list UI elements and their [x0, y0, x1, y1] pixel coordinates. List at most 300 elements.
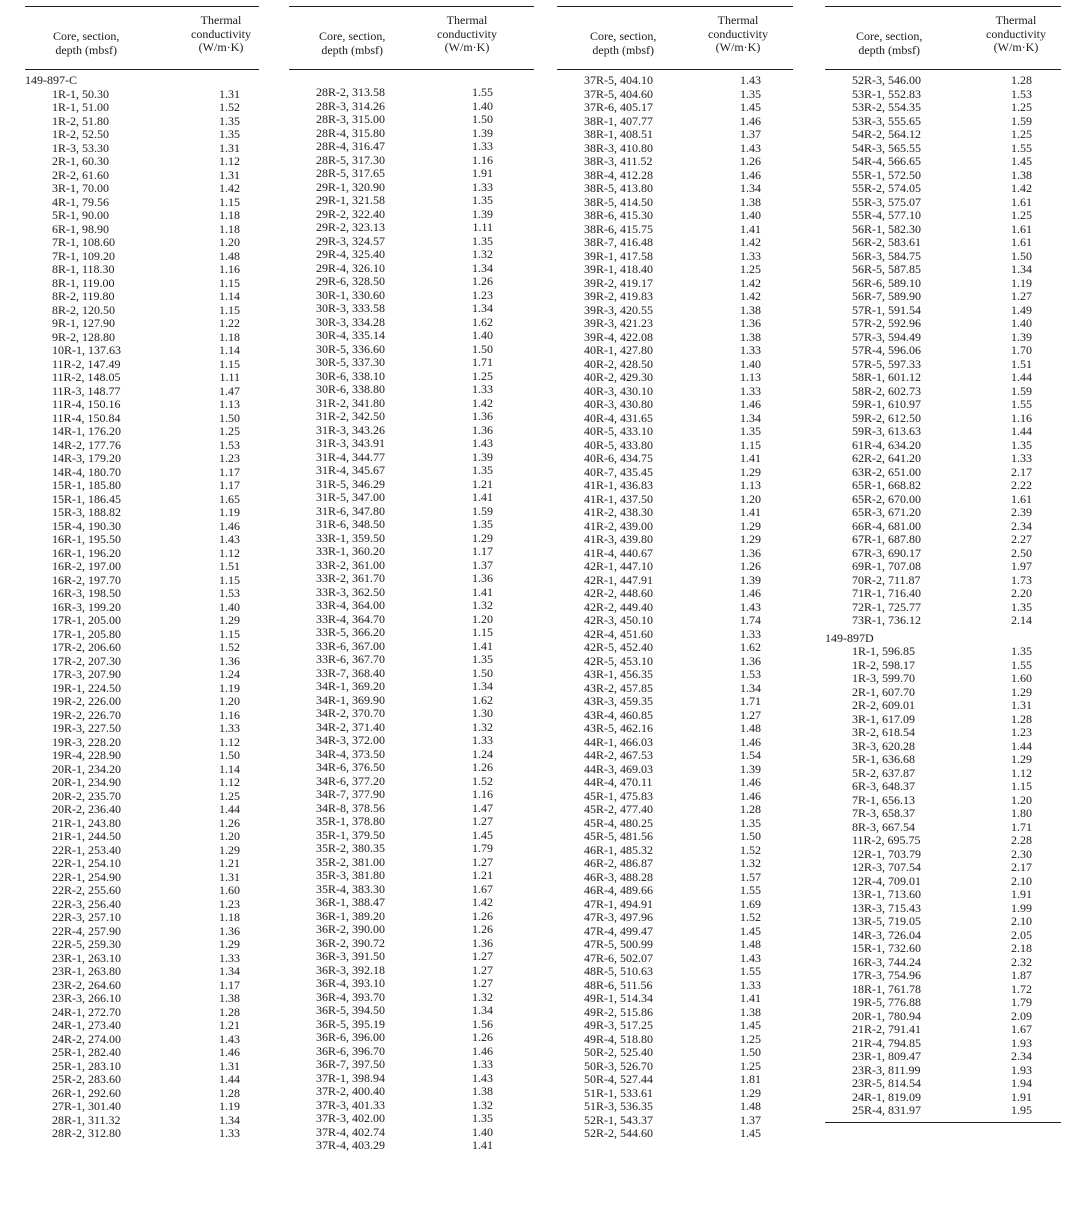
- thermal-conductivity-value: 1.26: [472, 922, 493, 936]
- core-section-depth: 38R-3, 411.52: [584, 154, 653, 168]
- core-section-depth: 39R-3, 420.55: [584, 302, 653, 317]
- core-section-depth: 67R-1, 687.80: [852, 532, 921, 546]
- table-row: [557, 358, 793, 372]
- core-section-depth: 14R-3, 179.20: [52, 451, 121, 465]
- thermal-conductivity-value: 1.15: [219, 572, 240, 587]
- thermal-conductivity-value: 1.37: [740, 1112, 761, 1127]
- thermal-conductivity-value: 1.33: [219, 1126, 240, 1140]
- thermal-conductivity-value: 1.39: [1011, 329, 1032, 344]
- table-row: [289, 950, 534, 964]
- table-row: [25, 304, 259, 318]
- thermal-conductivity-value: 2.34: [1011, 518, 1032, 533]
- core-section-depth: 46R-4, 489.66: [584, 883, 653, 897]
- core-section-depth: 45R-2, 477.40: [584, 802, 653, 816]
- thermal-conductivity-value: 2.14: [1011, 613, 1032, 627]
- core-section-depth: 57R-3, 594.49: [852, 329, 921, 344]
- thermal-conductivity-value: 1.36: [219, 923, 240, 938]
- thermal-conductivity-value: 1.15: [740, 437, 761, 452]
- table-row: [557, 965, 793, 979]
- thermal-conductivity-value: 1.35: [472, 652, 493, 666]
- table-row: [557, 196, 793, 210]
- thermal-conductivity-value: 1.40: [472, 1124, 493, 1139]
- thermal-conductivity-value: 1.94: [1011, 1076, 1032, 1090]
- core-section-depth: 43R-5, 462.16: [584, 721, 653, 735]
- core-section-depth: 25R-1, 283.10: [52, 1058, 121, 1073]
- table-row: [289, 113, 534, 127]
- table-row: [289, 316, 534, 330]
- table-row: [289, 937, 534, 951]
- table-row: [25, 938, 259, 952]
- thermal-conductivity-value: 1.29: [219, 842, 240, 857]
- header-thermal-conductivity: [437, 14, 497, 55]
- thermal-conductivity-value: 1.50: [472, 665, 493, 680]
- thermal-conductivity-value: 1.34: [219, 1112, 240, 1127]
- thermal-conductivity-value: 1.42: [472, 895, 493, 909]
- core-section-depth: 22R-1, 254.10: [52, 856, 121, 870]
- core-section-depth: 46R-1, 485.32: [584, 842, 653, 857]
- thermal-conductivity-value: 1.11: [219, 370, 240, 384]
- thermal-conductivity-value: 1.28: [219, 1004, 240, 1019]
- core-section-depth: 48R-6, 511.56: [584, 977, 653, 992]
- thermal-conductivity-value: 1.41: [472, 584, 493, 599]
- core-section-depth: 2R-1, 607.70: [852, 684, 915, 699]
- core-section-depth: 40R-5, 433.80: [584, 437, 653, 452]
- thermal-conductivity-value: 1.69: [740, 896, 761, 911]
- table-row: [825, 412, 1061, 426]
- thermal-conductivity-value: 1.67: [1011, 1022, 1032, 1036]
- header-line: conductivity: [437, 26, 497, 41]
- core-section-depth: 14R-2, 177.76: [52, 437, 121, 452]
- core-section-depth: 31R-2, 341.80: [316, 395, 385, 410]
- core-section-depth: 56R-5, 587.85: [852, 262, 921, 276]
- core-section-depth: 22R-3, 256.40: [52, 896, 121, 911]
- table-row: [825, 304, 1061, 318]
- table-row: [289, 208, 534, 222]
- core-section-depth: 40R-7, 435.45: [584, 464, 653, 479]
- table-row: [825, 767, 1061, 781]
- column-header: [25, 6, 259, 70]
- thermal-conductivity-value: 1.32: [472, 989, 493, 1004]
- thermal-conductivity-value: 1.18: [219, 329, 240, 344]
- table-row: [825, 182, 1061, 196]
- thermal-conductivity-value: 1.41: [740, 991, 761, 1005]
- thermal-conductivity-value: 1.33: [472, 1057, 493, 1071]
- core-section-depth: 7R-3, 658.37: [852, 806, 915, 820]
- core-section-depth: 37R-5, 404.60: [584, 86, 653, 101]
- thermal-conductivity-value: 1.46: [740, 397, 761, 411]
- core-section-depth: 34R-4, 373.50: [316, 746, 385, 761]
- core-section-depth: 8R-1, 118.30: [52, 262, 115, 276]
- core-section-depth: 16R-2, 197.00: [52, 559, 121, 573]
- table-row: [825, 659, 1061, 673]
- thermal-conductivity-value: 1.39: [472, 449, 493, 464]
- thermal-conductivity-value: 1.34: [740, 181, 761, 195]
- table-row: [289, 329, 534, 343]
- core-section-depth: 24R-1, 272.70: [52, 1004, 121, 1019]
- thermal-conductivity-value: 1.59: [1011, 113, 1032, 128]
- core-section-depth: 42R-4, 451.60: [584, 626, 653, 641]
- table-row: [825, 1010, 1061, 1024]
- thermal-conductivity-value: 1.12: [219, 734, 240, 749]
- core-section-depth: 29R-6, 328.50: [316, 274, 385, 288]
- core-section-depth: 20R-1, 234.20: [52, 761, 121, 776]
- table-row: [557, 884, 793, 898]
- thermal-conductivity-value: 1.41: [740, 221, 761, 236]
- table-row: [25, 290, 259, 304]
- table-row: [557, 655, 793, 669]
- thermal-conductivity-value: 1.87: [1011, 968, 1032, 982]
- core-section-depth: 16R-1, 196.20: [52, 545, 121, 560]
- core-section-depth: 49R-2, 515.86: [584, 1004, 653, 1019]
- thermal-conductivity-value: 1.33: [740, 248, 761, 263]
- thermal-conductivity-value: 1.33: [1011, 451, 1032, 465]
- core-section-depth: 44R-4, 470.11: [584, 775, 653, 789]
- core-section-depth: 22R-3, 257.10: [52, 910, 121, 924]
- thermal-conductivity-value: 1.27: [472, 962, 493, 977]
- thermal-conductivity-value: 1.40: [472, 328, 493, 342]
- table-row: [825, 520, 1061, 534]
- thermal-conductivity-value: 1.31: [219, 869, 240, 884]
- table-row: [289, 370, 534, 384]
- core-section-depth: 55R-1, 572.50: [852, 167, 921, 182]
- table-row: [557, 844, 793, 858]
- table-row: [557, 1019, 793, 1033]
- table-row: [289, 707, 534, 721]
- header-line: Thermal: [717, 13, 759, 27]
- core-section-depth: 56R-7, 589.90: [852, 289, 921, 303]
- core-section-depth: 42R-3, 450.10: [584, 613, 653, 627]
- header-line: depth (mbsf): [321, 42, 383, 57]
- thermal-conductivity-value: 1.15: [219, 302, 240, 317]
- thermal-conductivity-value: 1.52: [219, 640, 240, 654]
- table-row: [289, 640, 534, 654]
- table-row: [557, 317, 793, 331]
- thermal-conductivity-value: 1.65: [219, 491, 240, 506]
- core-section-depth: 37R-6, 405.17: [584, 100, 653, 114]
- table-row: [25, 155, 259, 169]
- table-row: [25, 493, 259, 507]
- core-section-depth: 45R-5, 481.56: [584, 829, 653, 843]
- table-row: [289, 397, 534, 411]
- core-section-depth: 1R-2, 598.17: [852, 657, 915, 672]
- core-section-depth: 15R-1, 186.45: [52, 491, 121, 506]
- core-section-depth: 36R-5, 394.50: [316, 1003, 385, 1017]
- core-section-depth: 19R-5, 776.88: [852, 995, 921, 1009]
- table-row: [825, 861, 1061, 875]
- table-row: [289, 235, 534, 249]
- header-line: Thermal: [446, 13, 488, 27]
- header-line: (W/m·K): [444, 40, 490, 54]
- thermal-conductivity-value: 1.45: [1011, 154, 1032, 168]
- table-row: [557, 614, 793, 628]
- core-section-depth: 23R-1, 809.47: [852, 1049, 921, 1063]
- thermal-conductivity-value: 1.20: [219, 694, 240, 708]
- core-section-depth: 11R-3, 148.77: [52, 383, 121, 398]
- core-section-depth: 40R-1, 427.80: [584, 343, 653, 357]
- thermal-conductivity-value: 1.15: [219, 626, 240, 641]
- core-section-depth: 20R-2, 235.70: [52, 788, 121, 803]
- core-section-depth: 20R-2, 236.40: [52, 802, 121, 816]
- table-row: [25, 560, 259, 574]
- core-section-depth: 38R-5, 413.80: [584, 181, 653, 195]
- table-row: [557, 601, 793, 615]
- thermal-conductivity-value: 1.97: [1011, 559, 1032, 573]
- core-section-depth: 36R-5, 395.19: [316, 1016, 385, 1031]
- table-row: [557, 722, 793, 736]
- table-row: [557, 587, 793, 601]
- table-row: [825, 1064, 1061, 1078]
- table-row: [289, 694, 534, 708]
- thermal-conductivity-value: 1.32: [472, 247, 493, 261]
- table-row: [557, 88, 793, 102]
- thermal-conductivity-value: 2.05: [1011, 927, 1032, 942]
- thermal-conductivity-value: 1.47: [219, 383, 240, 398]
- table-row: [825, 290, 1061, 304]
- thermal-conductivity-value: 1.23: [1011, 725, 1032, 739]
- table-row: [557, 803, 793, 817]
- thermal-conductivity-value: 1.38: [740, 329, 761, 344]
- thermal-conductivity-value: 1.25: [219, 788, 240, 803]
- core-section-depth: 53R-1, 552.83: [852, 86, 921, 101]
- table-row: [289, 991, 534, 1005]
- thermal-conductivity-value: 1.62: [472, 692, 493, 707]
- column-header: [289, 6, 534, 70]
- table-row: [557, 506, 793, 520]
- table-row: [25, 479, 259, 493]
- table-row: [289, 1004, 534, 1018]
- core-section-depth: 11R-2, 147.49: [52, 356, 121, 371]
- core-section-depth: 54R-3, 565.55: [852, 140, 921, 155]
- table-row: [557, 452, 793, 466]
- core-section-depth: 43R-2, 457.85: [584, 680, 653, 695]
- table-row: [25, 196, 259, 210]
- table-row: [25, 250, 259, 264]
- core-section-depth: 21R-2, 791.41: [852, 1022, 921, 1036]
- table-row: [25, 398, 259, 412]
- thermal-conductivity-value: 1.14: [219, 343, 240, 357]
- table-row: [25, 709, 259, 723]
- thermal-conductivity-value: 1.23: [219, 896, 240, 911]
- thermal-conductivity-value: 1.99: [1011, 900, 1032, 915]
- table-row: [825, 780, 1061, 794]
- thermal-conductivity-value: 1.27: [472, 949, 493, 963]
- thermal-conductivity-value: 1.44: [1011, 738, 1032, 753]
- core-section-depth: 8R-3, 667.54: [852, 819, 915, 834]
- thermal-conductivity-value: 1.33: [472, 382, 493, 396]
- table-row: [289, 775, 534, 789]
- core-section-depth: 7R-1, 109.20: [52, 248, 115, 263]
- table-row: [289, 491, 534, 505]
- table-row: [289, 1126, 534, 1140]
- thermal-conductivity-value: 1.31: [219, 167, 240, 182]
- core-section-depth: 58R-2, 602.73: [852, 383, 921, 398]
- table-row: [557, 790, 793, 804]
- thermal-conductivity-value: 1.21: [472, 476, 493, 491]
- thermal-conductivity-value: 1.35: [1011, 644, 1032, 658]
- core-section-depth: 8R-1, 119.00: [52, 275, 115, 290]
- thermal-conductivity-value: 1.15: [1011, 779, 1032, 793]
- thermal-conductivity-value: 1.51: [219, 559, 240, 573]
- thermal-conductivity-value: 1.42: [740, 289, 761, 303]
- core-section-depth: 40R-2, 429.30: [584, 370, 653, 384]
- core-section-depth: 34R-2, 370.70: [316, 706, 385, 720]
- table-row: [557, 277, 793, 291]
- thermal-conductivity-value: 1.39: [740, 572, 761, 587]
- thermal-conductivity-value: 1.34: [740, 680, 761, 695]
- thermal-conductivity-value: 1.23: [219, 451, 240, 465]
- thermal-conductivity-value: 1.61: [1011, 194, 1032, 209]
- core-section-depth: 22R-4, 257.90: [52, 923, 121, 938]
- thermal-conductivity-value: 1.29: [740, 532, 761, 546]
- thermal-conductivity-value: 1.29: [472, 530, 493, 545]
- thermal-conductivity-value: 1.32: [740, 856, 761, 870]
- core-section-depth: 31R-3, 343.91: [316, 436, 385, 450]
- core-section-depth: 28R-1, 311.32: [52, 1112, 121, 1127]
- thermal-conductivity-value: 1.91: [472, 166, 493, 180]
- table-row: [557, 668, 793, 682]
- table-row: [557, 776, 793, 790]
- thermal-conductivity-value: 1.15: [219, 275, 240, 290]
- core-section-depth: 2R-2, 61.60: [52, 167, 109, 182]
- core-section-depth: 34R-6, 376.50: [316, 760, 385, 774]
- header-line: Core, section,: [319, 29, 386, 43]
- core-section-depth: 13R-3, 715.43: [852, 900, 921, 915]
- core-section-depth: 43R-4, 460.85: [584, 707, 653, 722]
- table-row: [825, 371, 1061, 385]
- core-section-depth: 39R-1, 418.40: [584, 262, 653, 276]
- core-section-depth: 19R-2, 226.70: [52, 707, 121, 722]
- thermal-conductivity-value: 1.38: [740, 302, 761, 317]
- thermal-conductivity-value: 1.35: [219, 127, 240, 141]
- core-section-depth: 17R-2, 207.30: [52, 653, 121, 668]
- thermal-conductivity-value: 1.26: [740, 559, 761, 573]
- thermal-conductivity-value: 1.52: [219, 100, 240, 114]
- core-section-depth: 1R-1, 50.30: [52, 86, 109, 101]
- thermal-conductivity-value: 1.20: [472, 611, 493, 626]
- thermal-conductivity-value: 1.91: [1011, 887, 1032, 901]
- table-row: [25, 857, 259, 871]
- core-section-depth: 23R-3, 266.10: [52, 991, 121, 1005]
- thermal-conductivity-value: 1.27: [1011, 289, 1032, 303]
- thermal-conductivity-value: 1.20: [1011, 792, 1032, 807]
- core-section-depth: 41R-1, 437.50: [584, 491, 653, 506]
- table-row: [25, 115, 259, 129]
- core-section-depth: 56R-6, 589.10: [852, 275, 921, 290]
- thermal-conductivity-value: 1.55: [1011, 657, 1032, 672]
- core-section-depth: 48R-5, 510.63: [584, 964, 653, 978]
- core-section-depth: 11R-2, 695.75: [852, 833, 921, 847]
- thermal-conductivity-value: 1.14: [219, 289, 240, 303]
- table-row: [557, 709, 793, 723]
- core-section-depth: 29R-4, 325.40: [316, 247, 385, 261]
- table-row: [25, 601, 259, 615]
- core-section-depth: 1R-1, 51.00: [52, 100, 109, 114]
- thermal-conductivity-value: 1.45: [472, 827, 493, 842]
- core-section-depth: 38R-6, 415.75: [584, 221, 653, 236]
- table-row: [289, 599, 534, 613]
- thermal-conductivity-value: 1.46: [740, 734, 761, 749]
- thermal-conductivity-value: 1.15: [219, 194, 240, 209]
- core-section-depth: 52R-3, 546.00: [852, 73, 921, 87]
- table-row: [25, 1100, 259, 1114]
- thermal-conductivity-value: 1.16: [1011, 410, 1032, 425]
- thermal-conductivity-value: 1.26: [472, 1030, 493, 1044]
- table-row: [289, 1072, 534, 1086]
- core-section-depth: 36R-2, 390.00: [316, 922, 385, 936]
- table-row: [825, 344, 1061, 358]
- core-section-depth: 15R-1, 185.80: [52, 478, 121, 492]
- core-section-depth: 16R-3, 199.20: [52, 599, 121, 614]
- table-row: [825, 439, 1061, 453]
- thermal-conductivity-value: 1.32: [472, 598, 493, 612]
- table-row: [25, 965, 259, 979]
- core-section-depth: 11R-4, 150.16: [52, 397, 121, 411]
- thermal-conductivity-value: 1.35: [219, 113, 240, 128]
- table-row: [825, 101, 1061, 115]
- core-section-depth: 22R-1, 254.90: [52, 869, 121, 884]
- table-row: [289, 194, 534, 208]
- thermal-conductivity-value: 1.13: [740, 478, 761, 492]
- thermal-conductivity-value: 1.19: [1011, 275, 1032, 290]
- table-row: [289, 1099, 534, 1113]
- table-row: [289, 829, 534, 843]
- thermal-conductivity-value: 1.51: [1011, 356, 1032, 371]
- thermal-conductivity-value: 1.46: [740, 788, 761, 803]
- thermal-conductivity-value: 1.12: [219, 545, 240, 560]
- core-section-depth: 20R-1, 234.90: [52, 775, 121, 789]
- table-row: [557, 1006, 793, 1020]
- thermal-conductivity-value: 1.12: [219, 775, 240, 789]
- thermal-conductivity-value: 1.62: [472, 314, 493, 329]
- table-row: [825, 929, 1061, 943]
- core-section-depth: 10R-1, 137.63: [52, 343, 121, 357]
- table-row: [557, 749, 793, 763]
- thermal-conductivity-value: 1.23: [472, 287, 493, 302]
- table-row: [25, 88, 259, 102]
- table-row: [557, 911, 793, 925]
- core-section-depth: 30R-5, 336.60: [316, 341, 385, 356]
- thermal-conductivity-value: 1.26: [740, 154, 761, 168]
- table-row: [25, 655, 259, 669]
- core-section-depth: 29R-1, 321.58: [316, 193, 385, 207]
- table-row: [289, 518, 534, 532]
- hole-group-label: [825, 632, 1061, 646]
- core-section-depth: 40R-6, 434.75: [584, 451, 653, 465]
- table-row: [289, 721, 534, 735]
- table-row: [825, 902, 1061, 916]
- thermal-conductivity-value: 1.26: [472, 274, 493, 288]
- thermal-conductivity-value: 1.34: [472, 301, 493, 315]
- core-section-depth: 46R-3, 488.28: [584, 869, 653, 884]
- table-row: [289, 680, 534, 694]
- core-section-depth: 33R-6, 367.00: [316, 638, 385, 653]
- table-row: [25, 412, 259, 426]
- table-row: [557, 898, 793, 912]
- thermal-conductivity-value: 1.46: [740, 113, 761, 128]
- thermal-conductivity-value: 1.81: [740, 1072, 761, 1086]
- thermal-conductivity-value: 1.71: [1011, 819, 1032, 834]
- table-row: [825, 263, 1061, 277]
- table-row: [825, 686, 1061, 700]
- table-row: [25, 263, 259, 277]
- core-section-depth: 55R-3, 575.07: [852, 194, 921, 209]
- table-row: [557, 992, 793, 1006]
- header-thermal-conductivity: [986, 14, 1046, 55]
- core-section-depth: 1R-3, 53.30: [52, 140, 109, 155]
- core-section-depth: 42R-5, 453.10: [584, 653, 653, 668]
- header-line: Core, section,: [856, 29, 923, 43]
- core-section-depth: 31R-3, 343.26: [316, 422, 385, 437]
